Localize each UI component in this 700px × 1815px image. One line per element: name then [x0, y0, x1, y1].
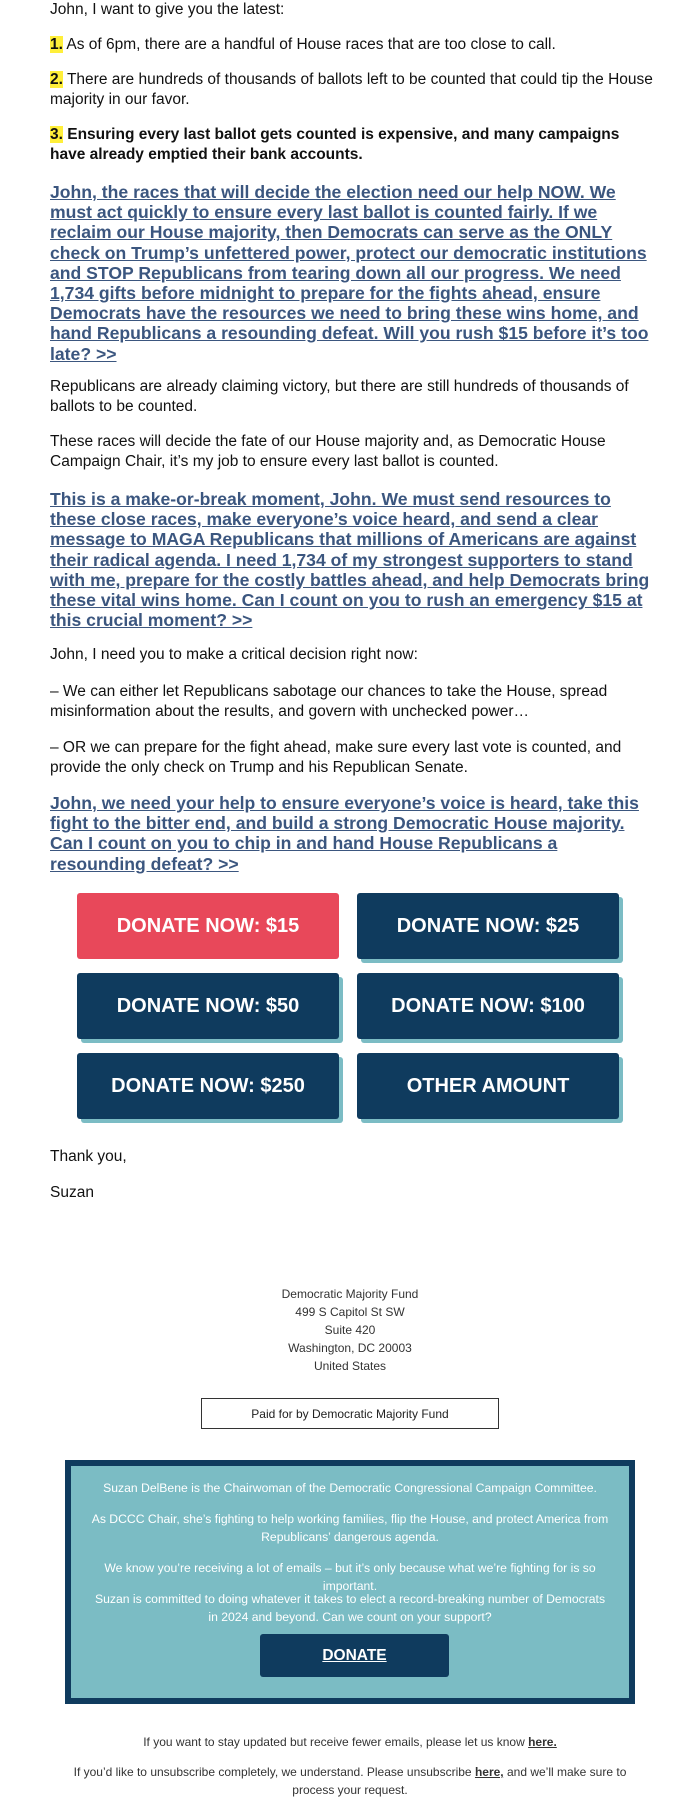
paragraph-option-a: – We can either let Republicans sabotage our chances to take the House, spread misinformation about the results, and govern with unchecked power… — [50, 683, 608, 720]
donate-250-button[interactable]: DONATE NOW: $250 — [77, 1053, 339, 1119]
paragraph-house-majority: These races will decide the fate of our House majority and, as Democratic House Campaign Chair, it’s my job to ensure every last ballot is counted. — [50, 433, 606, 470]
info-panel — [65, 1460, 635, 1704]
donate-15-button[interactable]: DONATE NOW: $15 — [77, 893, 339, 959]
unsubscribe-link[interactable]: here, — [474, 1765, 504, 1779]
point-3-text: Ensuring every last ballot gets counted is expensive, and many campaigns have already emptied their bank accounts. — [50, 126, 620, 163]
panel-line-2: As DCCC Chair, she’s fighting to help working families, flip the House, and protect America from Republicans’ dangerous agenda. — [91, 1512, 609, 1544]
point-2-number: 2. — [50, 71, 63, 88]
mailing-address — [0, 1285, 700, 1375]
fewer-emails-line — [0, 1733, 700, 1751]
paragraph-critical-decision: John, I need you to make a critical decision right now: — [50, 646, 418, 663]
panel-donate-button[interactable]: DONATE — [260, 1634, 449, 1677]
point-3 — [50, 125, 655, 165]
other-amount-button[interactable]: OTHER AMOUNT — [357, 1053, 619, 1119]
address-city: Washington, DC 20003 — [288, 1341, 412, 1355]
thank-you: Thank you, — [50, 1148, 127, 1165]
unsubscribe-tail: and we’ll make sure to process your request. — [292, 1765, 627, 1797]
donate-100-button[interactable]: DONATE NOW: $100 — [357, 973, 619, 1039]
address-org: Democratic Majority Fund — [281, 1287, 419, 1301]
paragraph-claiming-victory: Republicans are already claiming victory, but there are still hundreds of thousands of ballots to be counted. — [50, 378, 629, 415]
signature: Suzan — [50, 1184, 94, 1201]
unsubscribe-text: If you’d like to unsubscribe completely, we understand. Please unsubscribe — [73, 1765, 475, 1779]
panel-line-4: Suzan is committed to doing whatever it takes to elect a record-breaking number of Democrats in 2024 and beyond. Can we count on your support? — [94, 1592, 606, 1624]
point-1 — [50, 35, 556, 55]
point-1-number: 1. — [50, 36, 63, 53]
greeting: John, I want to give you the latest: — [50, 1, 285, 18]
paid-for-box: Paid for by Democratic Majority Fund — [201, 1398, 499, 1429]
unsubscribe-line — [65, 1763, 635, 1799]
point-2-text: There are hundreds of thousands of ballots left to be counted that could tip the House majority in our favor. — [50, 71, 653, 108]
address-country: United States — [313, 1359, 387, 1373]
point-3-number: 3. — [50, 126, 63, 143]
address-suite: Suite 420 — [324, 1323, 376, 1337]
panel-line-3: We know you’re receiving a lot of emails – but it’s only because what we’re fighting for is so important. — [104, 1561, 596, 1593]
donate-link-3[interactable]: John, we need your help to ensure everyone’s voice is heard, take this fight to the bitter end, and build a strong Democratic House majority. Can I count on you to chip in and hand House Republicans a resounding defeat? >> — [50, 793, 639, 874]
panel-line-1: Suzan DelBene is the Chairwoman of the Democratic Congressional Campaign Committee. — [103, 1481, 597, 1495]
point-2 — [50, 70, 655, 110]
paragraph-option-b: – OR we can prepare for the fight ahead, make sure every last vote is counted, and provide the only check on Trump and his Republican Senate. — [50, 739, 622, 776]
donate-link-1[interactable]: John, the races that will decide the election need our help NOW. We must act quickly to ensure every last ballot is counted fairly. If we reclaim our House majority, then Democrats can serve as the ONLY check on Trump’s unfettered power, protect our democratic institutions and STOP Republicans from tearing down all our progress. We need 1,734 gifts before midnight to prepare for the fights ahead, ensure Democrats have the resources we need to bring these wins home, and hand Republicans a resounding defeat. Will you rush $15 before it’s too late? >> — [50, 182, 649, 364]
info-panel-inner — [71, 1466, 629, 1698]
point-1-text: As of 6pm, there are a handful of House races that are too close to call. — [62, 36, 556, 53]
donate-25-button[interactable]: DONATE NOW: $25 — [357, 893, 619, 959]
donate-link-2[interactable]: This is a make-or-break moment, John. We must send resources to these close races, make everyone’s voice heard, and send a clear message to MAGA Republicans that millions of Americans are against their radical agenda. I need 1,734 of my strongest supporters to stand with me, prepare for the costly battles ahead, and help Democrats bring these vital wins home. Can I count on you to rush an emergency $15 at this crucial moment? >> — [50, 489, 650, 631]
fewer-emails-text: If you want to stay updated but receive fewer emails, please let us know — [143, 1735, 529, 1749]
fewer-emails-link[interactable]: here. — [528, 1735, 557, 1749]
address-street: 499 S Capitol St SW — [295, 1305, 405, 1319]
donate-50-button[interactable]: DONATE NOW: $50 — [77, 973, 339, 1039]
